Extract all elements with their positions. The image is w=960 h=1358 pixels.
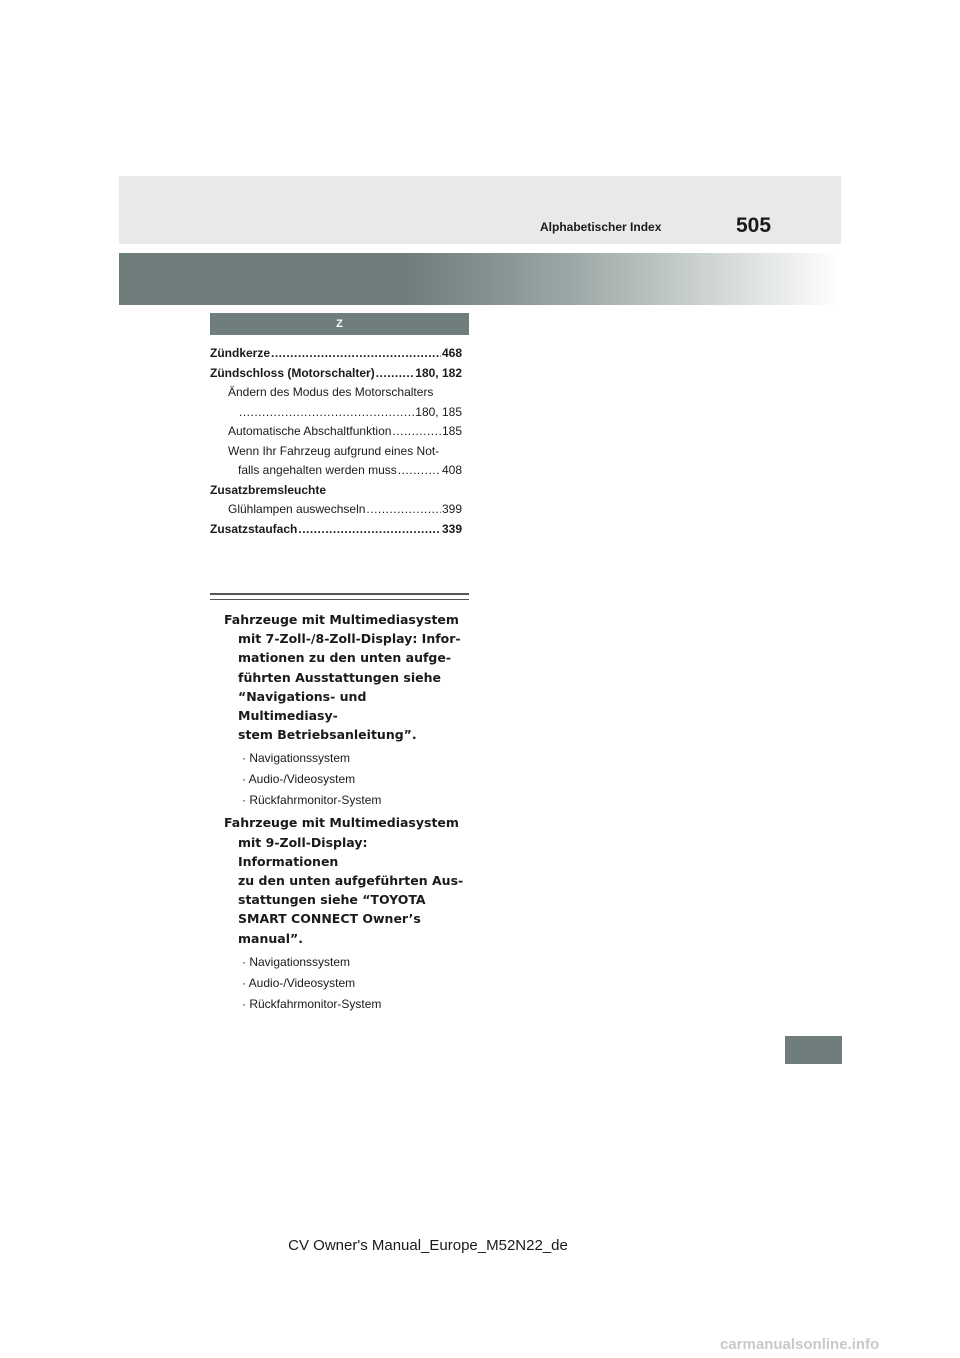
header-band	[119, 176, 841, 244]
note-line: SMART CONNECT Owner’s	[238, 911, 421, 927]
index-term: Automatische Abschaltfunktion	[228, 424, 392, 438]
leader-dots	[398, 461, 441, 481]
index-page-ref: 180, 185	[415, 404, 462, 419]
index-entry	[210, 403, 462, 423]
index-entry	[210, 344, 462, 364]
leader-dots	[271, 344, 441, 364]
note-bullet-list	[224, 952, 469, 1015]
index-entry	[210, 442, 462, 462]
note-line: Fahrzeuge mit Multimediasystem	[224, 612, 459, 627]
notes-section	[224, 610, 469, 1017]
index-term: falls angehalten werden muss	[238, 463, 397, 477]
index-letter-heading: Z	[210, 313, 469, 335]
index-page-ref: 180, 182	[415, 365, 462, 380]
index-page-ref: 399	[441, 502, 462, 516]
index-entry	[210, 520, 462, 540]
note-line: “Navigations- und Multimediasy-	[238, 688, 367, 724]
note-bullet-list	[224, 748, 469, 811]
leader-dots	[392, 422, 441, 442]
note-bullet-item: · Audio-/Videosystem	[242, 769, 469, 790]
note-line: zu den unten aufgeführten Aus-	[238, 873, 464, 889]
note-paragraph	[224, 610, 469, 744]
note-bullet-item: · Rückfahrmonitor-System	[242, 790, 469, 811]
note-line: Fahrzeuge mit Multimediasystem	[224, 815, 459, 831]
note-bullet-item: · Audio-/Videosystem	[242, 973, 469, 994]
index-page-ref: 339	[441, 521, 462, 536]
index-term: Zusatzstaufach	[210, 521, 298, 536]
leader-dots	[366, 500, 441, 520]
index-list	[210, 344, 462, 539]
index-entry	[210, 364, 462, 384]
footer-text: CV Owner's Manual_Europe_M52N22_de	[288, 1237, 568, 1254]
section-divider	[210, 593, 469, 600]
page-number: 505	[736, 214, 772, 237]
index-term: Ändern des Modus des Motorschalters	[228, 385, 434, 399]
section-title: Alphabetischer Index	[540, 220, 662, 234]
index-entry	[210, 481, 462, 501]
footer	[0, 1237, 960, 1254]
note-line: stattungen siehe “TOYOTA	[238, 892, 426, 908]
note-bullet-item: · Rückfahrmonitor-System	[242, 994, 469, 1015]
index-term: Zusatzbremsleuchte	[210, 482, 327, 497]
index-entry	[210, 383, 462, 403]
index-entry	[210, 500, 462, 520]
index-page-ref: 185	[441, 424, 462, 438]
index-page-ref: 468	[441, 346, 462, 360]
note-line: mit 9-Zoll-Display: Informationen	[238, 834, 368, 869]
leader-dots	[239, 403, 414, 423]
note-line: stem Betriebsanleitung”.	[238, 727, 417, 743]
leader-dots	[376, 364, 415, 384]
note-line: mit 7-Zoll-/8-Zoll-Display: Infor-	[238, 631, 461, 647]
note-paragraph	[224, 813, 469, 947]
index-entry	[210, 422, 462, 442]
index-term: Zündkerze	[210, 346, 271, 360]
note-bullet-item: · Navigationssystem	[242, 748, 469, 769]
note-bullet-item: · Navigationssystem	[242, 952, 469, 973]
note-line: manual”.	[238, 930, 303, 946]
thumb-index-tab	[785, 1036, 842, 1064]
note-line: mationen zu den unten aufge-	[238, 650, 452, 666]
leader-dots	[298, 520, 441, 540]
watermark: carmanualsonline.info	[720, 1336, 880, 1353]
index-page-ref: 408	[441, 463, 462, 477]
index-term: Glühlampen auswechseln	[228, 502, 366, 516]
chapter-gradient-bar	[119, 253, 841, 305]
note-line: führten Ausstattungen siehe	[238, 669, 441, 685]
index-term: Wenn Ihr Fahrzeug aufgrund eines Not-	[228, 443, 440, 458]
index-entry	[210, 461, 462, 481]
index-term: Zündschloss (Motorschalter)	[210, 365, 375, 380]
